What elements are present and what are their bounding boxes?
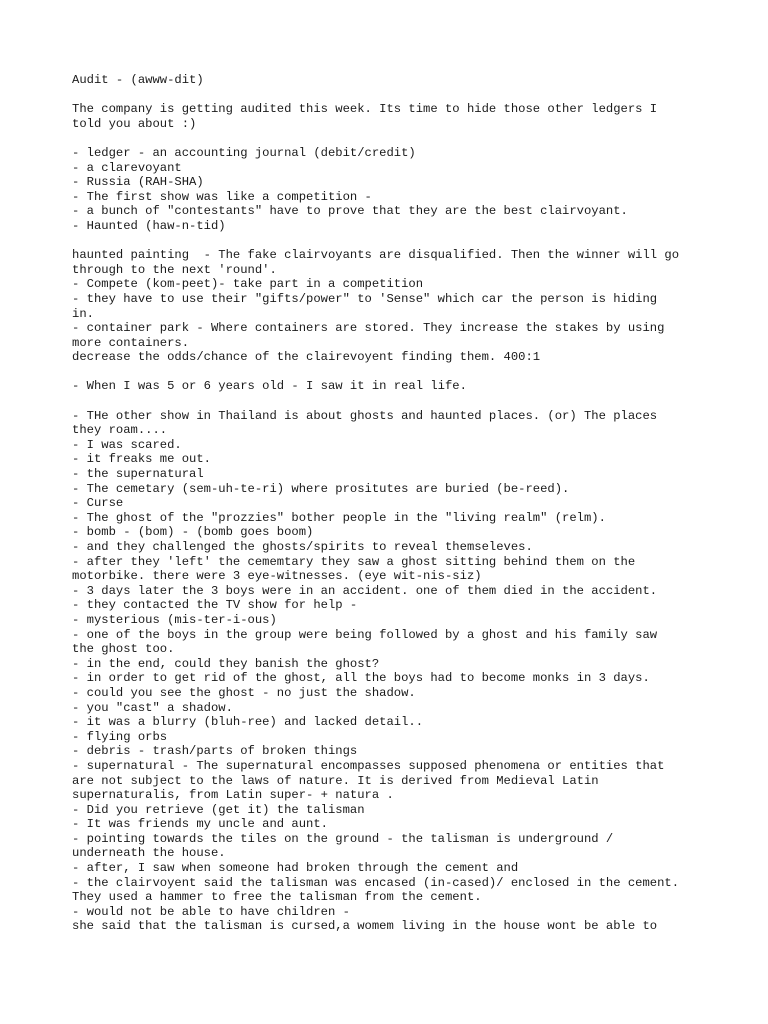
text-line: through to the next 'round'. xyxy=(72,262,277,277)
text-line: - ledger - an accounting journal (debit/credit) xyxy=(72,145,416,160)
text-line: - after they 'left' the cememtary they saw a ghost sitting behind them on the xyxy=(72,554,636,569)
text-line: - The ghost of the "prozzies" bother people in the "living realm" (relm). xyxy=(72,510,606,525)
text-line: they roam.... xyxy=(72,423,168,438)
text-line: haunted painting - The fake clairvoyants are disqualified. Then the winner will go xyxy=(72,248,680,263)
text-line: - in the end, could they banish the ghost? xyxy=(72,656,380,671)
text-line: the ghost too. xyxy=(72,642,175,657)
text-line: - they contacted the TV show for help - xyxy=(72,598,358,613)
text-line: - debris - trash/parts of broken things xyxy=(72,744,358,759)
text-line: - The cemetary (sem-uh-te-ri) where prositutes are buried (be-reed). xyxy=(72,481,570,496)
text-line: - a bunch of "contestants" have to prove that they are the best clairvoyant. xyxy=(72,204,628,219)
text-line: - could you see the ghost - no just the shadow. xyxy=(72,685,416,700)
document-page xyxy=(72,73,732,934)
text-line: - THe other show in Thailand is about ghosts and haunted places. (or) The places xyxy=(72,408,658,423)
text-line: - in order to get rid of the ghost, all the boys had to become monks in 3 days. xyxy=(72,671,650,686)
text-line: - would not be able to have children - xyxy=(72,904,350,919)
text-line: They used a hammer to free the talisman from the cement. xyxy=(72,890,482,905)
text-line: - container park - Where containers are stored. They increase the stakes by using xyxy=(72,321,665,336)
text-line: in. xyxy=(72,306,94,321)
text-line: - a clarevoyant xyxy=(72,160,182,175)
text-line: - one of the boys in the group were being followed by a ghost and his family saw xyxy=(72,627,658,642)
text-line: told you about :) xyxy=(72,116,197,131)
text-line: - mysterious (mis-ter-i-ous) xyxy=(72,612,277,627)
text-line: motorbike. there were 3 eye-witnesses. (eye wit-nis-siz) xyxy=(72,569,482,584)
text-line: - it was a blurry (bluh-ree) and lacked detail.. xyxy=(72,715,424,730)
text-line: - flying orbs xyxy=(72,729,168,744)
text-line: - they have to use their "gifts/power" to 'Sense" which car the person is hiding xyxy=(72,291,658,306)
text-line: - When I was 5 or 6 years old - I saw it in real life. xyxy=(72,379,467,394)
text-line: - the supernatural xyxy=(72,467,204,482)
text-line: - Curse xyxy=(72,496,124,511)
document-title: Audit - (awww-dit) xyxy=(72,73,204,87)
text-line: - Did you retrieve (get it) the talisman xyxy=(72,802,365,817)
text-line: - after, I saw when someone had broken through the cement and xyxy=(72,861,519,876)
blank-line xyxy=(72,365,732,380)
text-line: - The first show was like a competition - xyxy=(72,189,372,204)
text-line: - you "cast" a shadow. xyxy=(72,700,233,715)
text-line: - it freaks me out. xyxy=(72,452,211,467)
text-line: - pointing towards the tiles on the ground - the talisman is underground / xyxy=(72,831,614,846)
text-line: - the clairvoyent said the talisman was encased (in-cased)/ enclosed in the cement. xyxy=(72,875,680,890)
text-line: - It was friends my uncle and aunt. xyxy=(72,817,328,832)
blank-line xyxy=(72,234,732,249)
text-line: - and they challenged the ghosts/spirits to reveal themseleves. xyxy=(72,540,533,554)
text-line: - Russia (RAH-SHA) xyxy=(72,175,204,190)
blank-line xyxy=(72,394,732,409)
text-line: - supernatural - The supernatural encompasses supposed phenomena or entities that xyxy=(72,758,665,773)
blank-line xyxy=(72,131,732,146)
text-line: supernaturalis, from Latin super- + natura . xyxy=(72,788,394,803)
text-line: - Haunted (haw-n-tid) xyxy=(72,218,226,233)
text-line: more containers. xyxy=(72,335,190,350)
text-line: - I was scared. xyxy=(72,437,182,452)
text-line: she said that the talisman is cursed,a womem living in the house wont be able to xyxy=(72,919,658,934)
text-line: The company is getting audited this week. Its time to hide those other ledgers I xyxy=(72,102,658,117)
text-line: - bomb - (bom) - (bomb goes boom) xyxy=(72,525,314,540)
text-line: decrease the odds/chance of the clairevoyent finding them. 400:1 xyxy=(72,350,541,365)
blank-line xyxy=(72,88,732,103)
text-line: - 3 days later the 3 boys were in an accident. one of them died in the accident. xyxy=(72,583,658,598)
text-line: are not subject to the laws of nature. It is derived from Medieval Latin xyxy=(72,773,599,788)
text-line: - Compete (kom-peet)- take part in a competition xyxy=(72,277,424,292)
text-line: underneath the house. xyxy=(72,846,226,861)
